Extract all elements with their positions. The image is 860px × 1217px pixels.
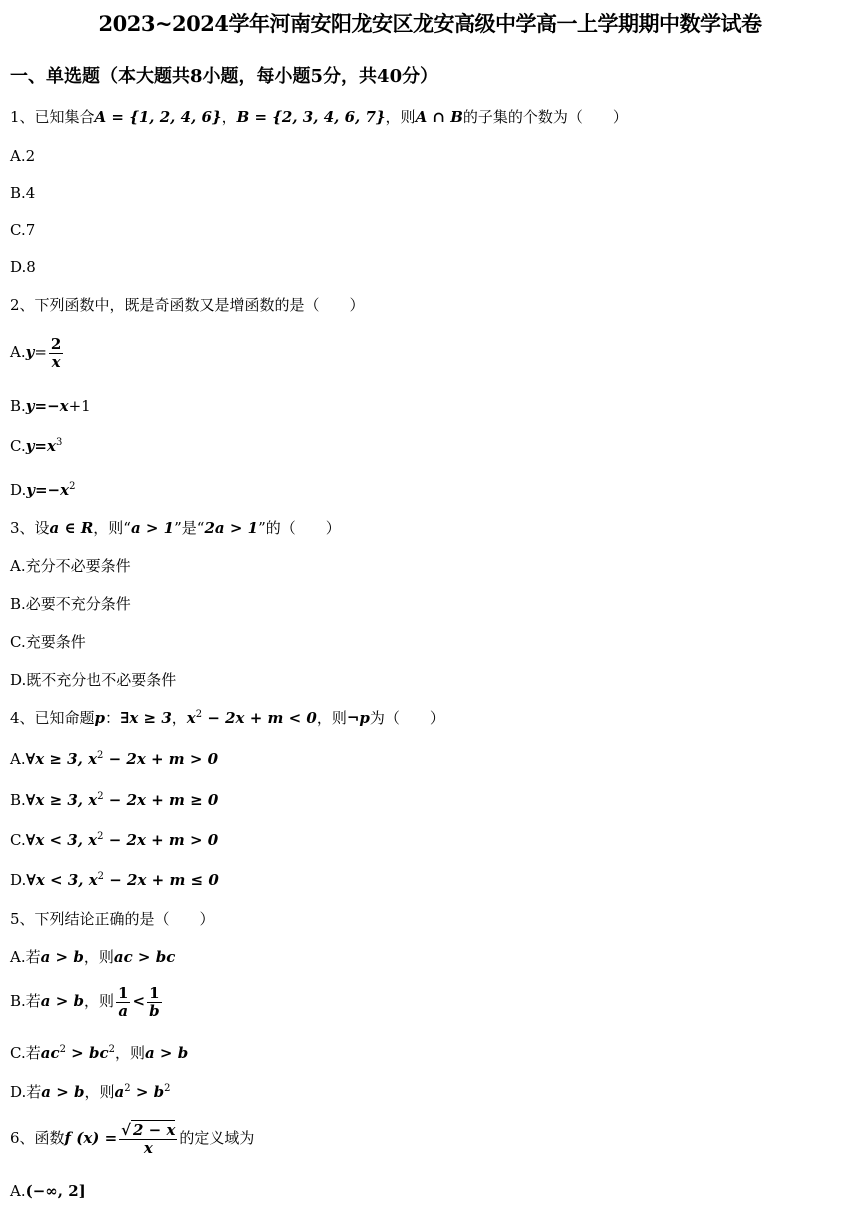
question-2-option-d: $D.y=-x^2$: [10, 481, 76, 499]
question-1-option-a: A.2: [10, 147, 36, 165]
question-6-stem: 6、函数f (x) = $\frac{√ 2 - x}{x}$ 的定义域为: [10, 1121, 255, 1157]
question-5-option-b: B.若a > b，则 $\frac{1}{a}$ < $\frac{1}{b}$: [10, 984, 160, 1020]
question-2-option-c: $C.y=x^3$: [10, 437, 63, 455]
page-title: 2023~2024学年河南安阳龙安区龙安高级中学高一上学期期中数学试卷: [98, 11, 762, 36]
question-3-option-c: C.充要条件: [10, 633, 86, 651]
question-5-stem: 5、下列结论正确的是（ ）: [10, 910, 215, 928]
question-3-stem: 3、设a ∈ R，则“a > 1”是“2a > 1”的（ ）: [10, 519, 341, 537]
question-2-option-b: B.y=−x+1: [10, 397, 91, 415]
question-1-option-b: B.4: [10, 184, 36, 202]
question-4-option-c: C.∀x < 3, $x^2 - 2x + m > 0$: [10, 831, 219, 849]
question-4-option-d: D.∀x < 3, $x^2 - 2x + m \le 0$: [10, 871, 219, 889]
question-5-option-a: A.若a > b，则ac > bc: [10, 948, 176, 966]
sqrt-icon: √: [121, 1121, 132, 1139]
question-2-option-a: A.y= $\frac{2}{x}$: [10, 335, 62, 371]
question-5-option-d: D.若a > b，则$a^2 > b^2$: [10, 1083, 171, 1101]
question-1-option-d: D.8: [10, 258, 36, 276]
question-2-stem: 2、下列函数中，既是奇函数又是增函数的是（ ）: [10, 296, 365, 314]
section-heading: 一、单选题（本大题共8小题，每小题5分，共40分）: [10, 66, 439, 87]
question-1-option-c: C.7: [10, 221, 36, 239]
question-3-option-a: A.充分不必要条件: [10, 557, 131, 575]
question-6-option-a: A.(−∞, 2]: [10, 1182, 86, 1200]
question-5-option-c: C.若$ac^2 > bc^2$，则a > b: [10, 1044, 189, 1062]
question-3-option-b: B.必要不充分条件: [10, 595, 131, 613]
question-1-stem: 1、已知集合A = {1, 2, 4, 6}，B = {2, 3, 4, 6, 7}，则A ∩ B的子集的个数为（ ）: [10, 108, 628, 126]
question-3-option-d: D.既不充分也不必要条件: [10, 671, 177, 689]
question-4-option-a: A.∀x ≥ 3, $x^2 - 2x + m > 0$: [10, 750, 219, 768]
question-4-option-b: B.∀x ≥ 3, $x^2 - 2x + m \ge 0$: [10, 791, 219, 809]
question-4-stem: 4、已知命题p：∃x ≥ 3，$x^2 - 2x + m < 0$，则¬p为（ ）: [10, 709, 445, 727]
